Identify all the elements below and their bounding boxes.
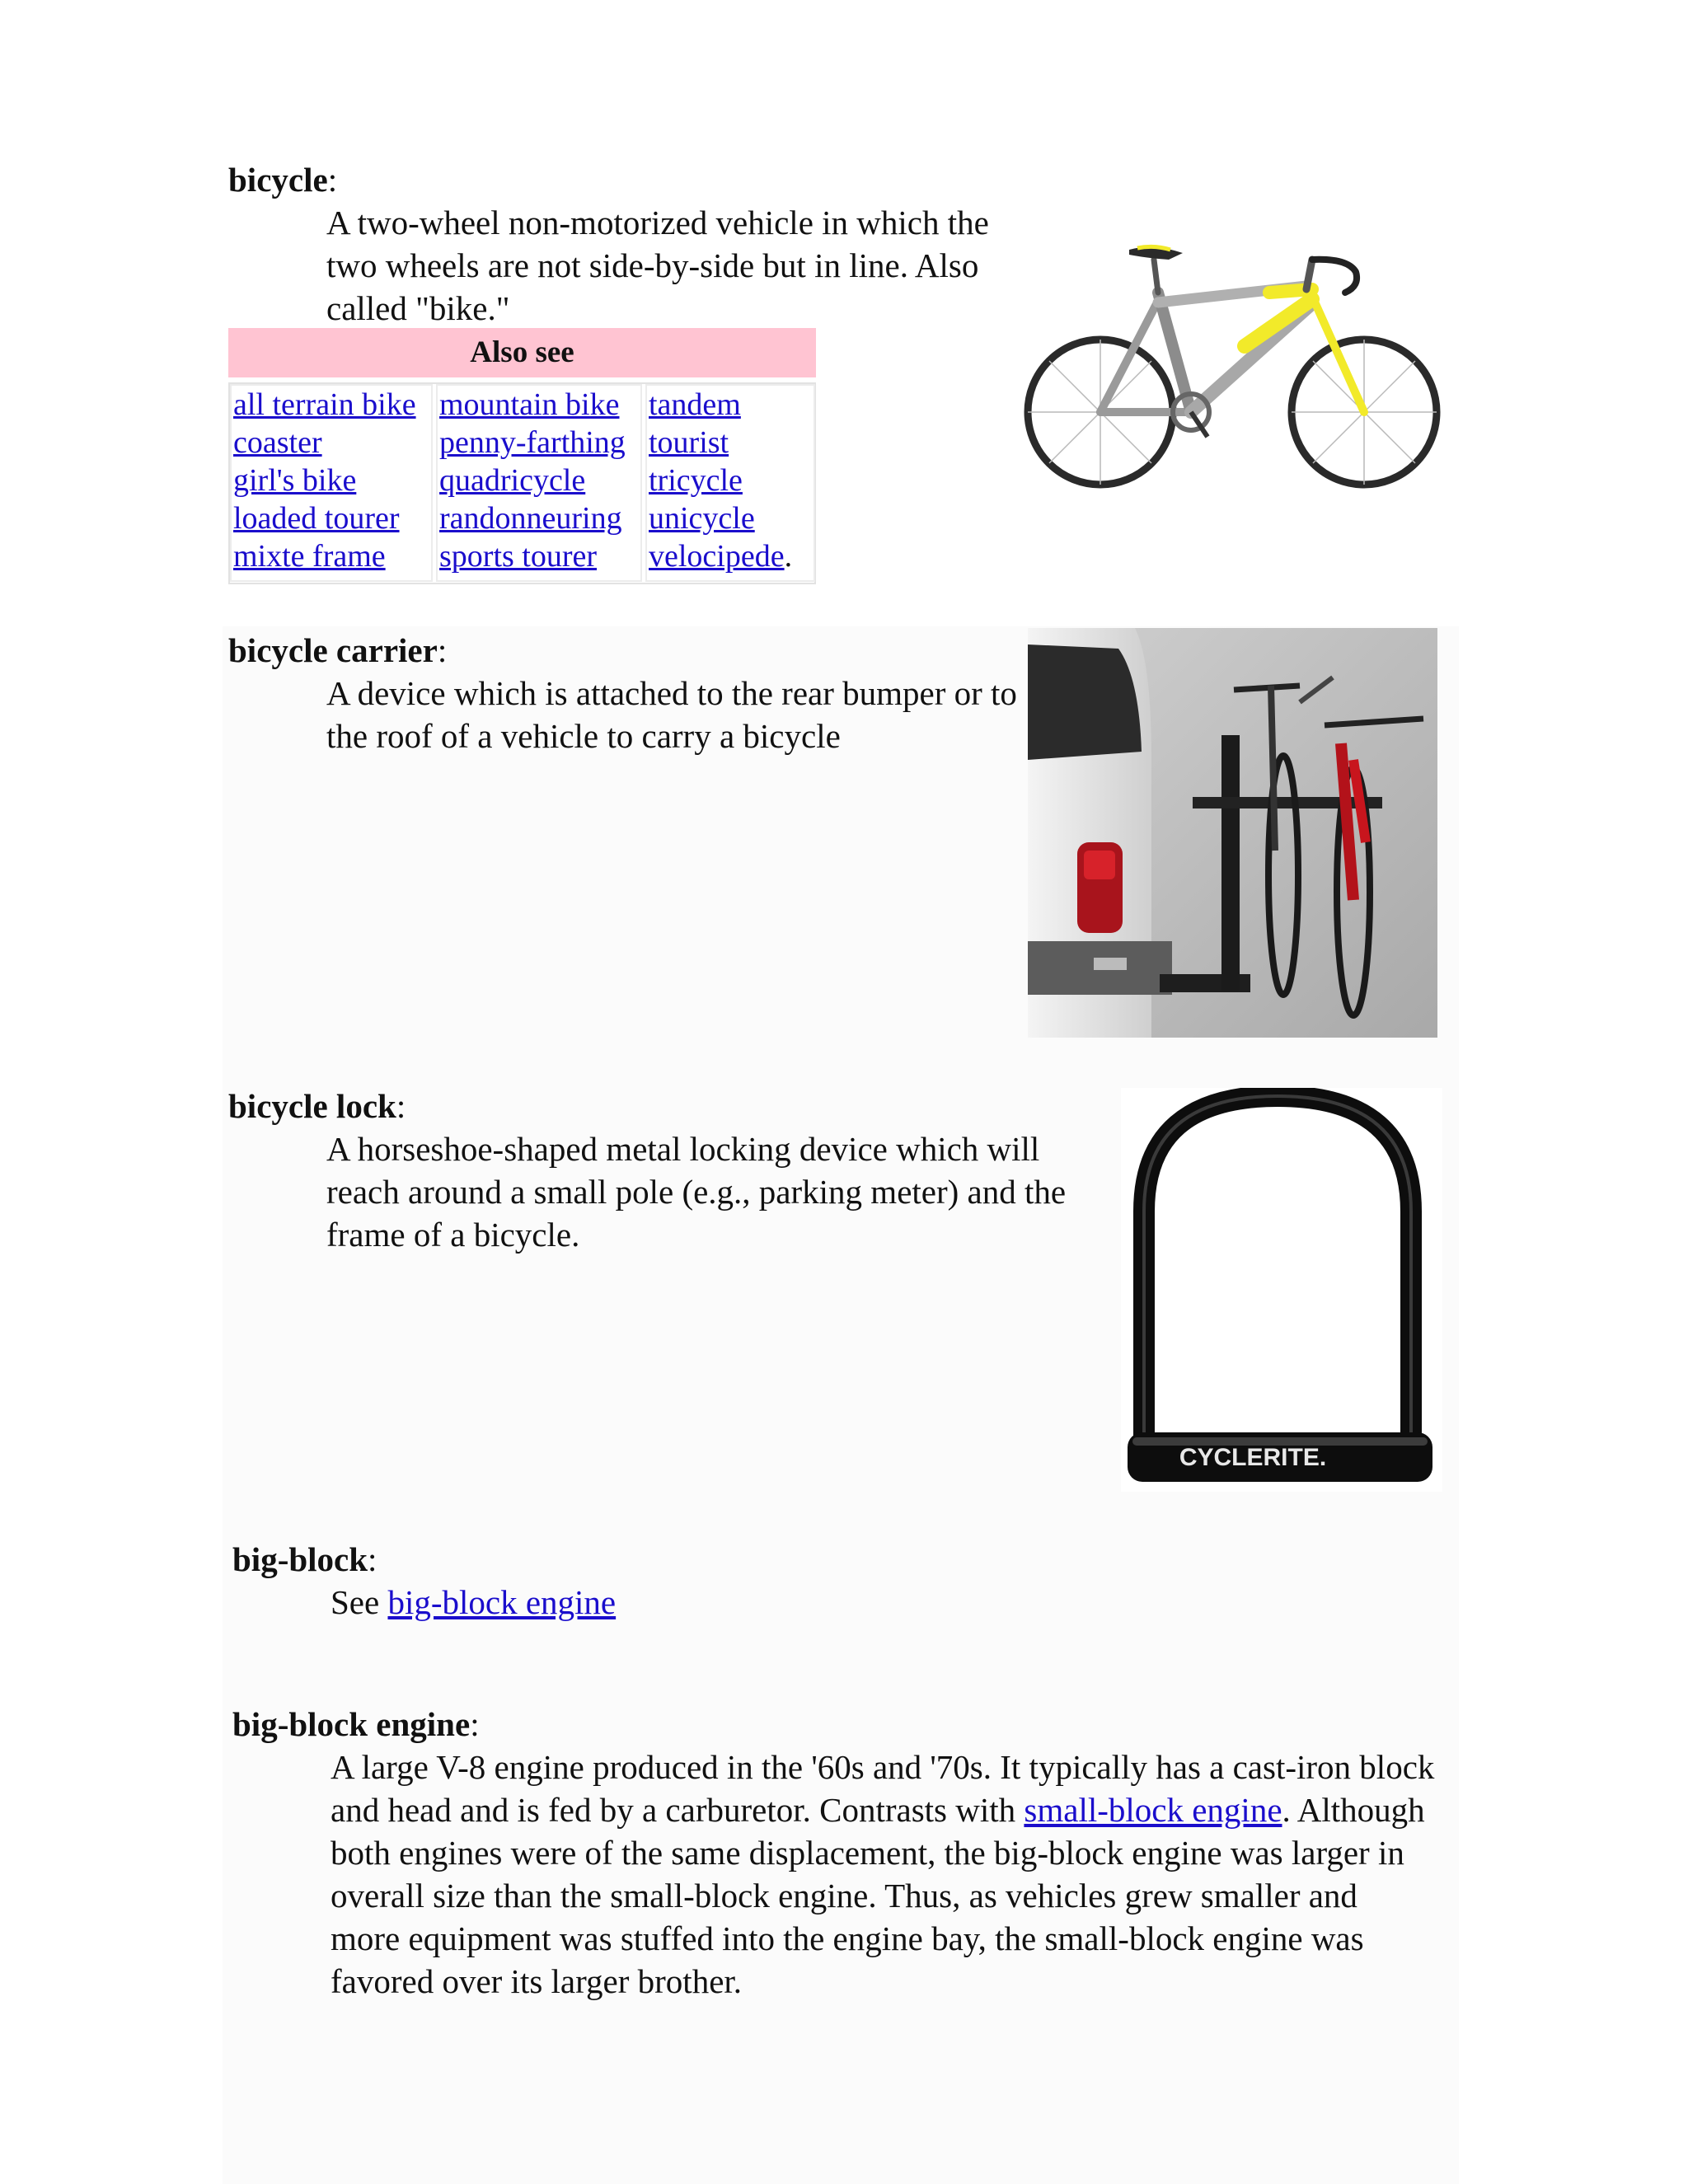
also-see-column bbox=[436, 384, 642, 582]
term-bicycle: bicycle: bbox=[228, 161, 338, 199]
link-quadricycle[interactable]: quadricycle bbox=[439, 463, 586, 498]
also-see-header: Also see bbox=[228, 328, 816, 377]
link-unicycle[interactable]: unicycle bbox=[649, 501, 755, 536]
link-velocipede[interactable]: velocipede bbox=[649, 539, 785, 574]
term-bicycle-carrier: bicycle carrier: bbox=[228, 631, 448, 669]
also-see-column bbox=[645, 384, 815, 582]
definition-bicycle: A two-wheel non-motorized vehicle in which the two wheels are not side-by-side but in line. Also called "bike." bbox=[326, 204, 989, 327]
link-penny-farthing[interactable]: penny-farthing bbox=[439, 425, 626, 460]
link-sports-tourer[interactable]: sports tourer bbox=[439, 539, 598, 574]
link-mountain-bike[interactable]: mountain bike bbox=[439, 387, 620, 422]
link-tandem[interactable]: tandem bbox=[649, 387, 741, 422]
link-loaded-tourer[interactable]: loaded tourer bbox=[233, 501, 400, 536]
link-all-terrain-bike[interactable]: all terrain bike bbox=[233, 387, 416, 422]
link-mixte-frame[interactable]: mixte frame bbox=[233, 539, 386, 574]
link-tourist[interactable]: tourist bbox=[649, 425, 729, 460]
term-bicycle-lock: bicycle lock: bbox=[228, 1087, 406, 1125]
term-big-block: big-block: bbox=[232, 1540, 377, 1578]
definition-bicycle-carrier: A device which is attached to the rear bumper or to the roof of a vehicle to carry a bicycle bbox=[326, 674, 1017, 755]
definition-big-block-engine: A large V-8 engine produced in the '60s and '70s. It typically has a cast-iron block and head and is fed by a carburetor. Contrasts with small-block engine. Although both engines were of the same displacement, the big-block engine was larger in overall size than the small-block engine. Thus, as vehicles grew smaller and more equipment was stuffed into the engine bay, the small-block engine was favored over its larger brother. bbox=[331, 1748, 1435, 2000]
link-big-block-engine[interactable]: big-block engine bbox=[387, 1583, 617, 1621]
link-small-block-engine[interactable]: small-block engine bbox=[1024, 1791, 1282, 1829]
also-see-column bbox=[230, 384, 433, 582]
road-bicycle-illustration bbox=[1022, 235, 1451, 507]
bike-rack-illustration bbox=[1028, 628, 1437, 1038]
also-see-table bbox=[228, 382, 816, 584]
term-big-block-engine: big-block engine: bbox=[232, 1705, 480, 1743]
trailing-period: . bbox=[784, 539, 793, 574]
u-lock-illustration bbox=[1121, 1088, 1442, 1492]
definition-big-block: See big-block engine bbox=[331, 1583, 617, 1621]
link-coaster[interactable]: coaster bbox=[233, 425, 322, 460]
link-randonneuring[interactable]: randonneuring bbox=[439, 501, 622, 536]
lock-brand-label: CYCLERITE. bbox=[1179, 1444, 1327, 1471]
link-girls-bike[interactable]: girl's bike bbox=[233, 463, 357, 498]
definition-bicycle-lock: A horseshoe-shaped metal locking device which will reach around a small pole (e.g., parking meter) and the frame of a bicycle. bbox=[326, 1130, 1067, 1254]
link-tricycle[interactable]: tricycle bbox=[649, 463, 743, 498]
